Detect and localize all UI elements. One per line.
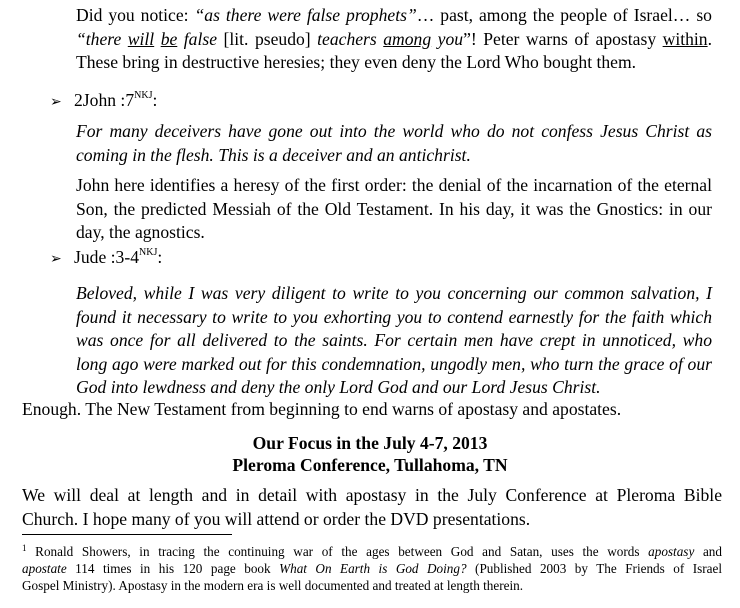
- italic-term: apostasy: [648, 544, 695, 559]
- footnote: [22, 543, 722, 594]
- text-line: John here identifies a heresy of the first order: the denial of the incarnation of the eternal: [76, 175, 712, 195]
- text-run: ”! Peter warns of apostasy: [463, 28, 663, 49]
- bullet-2john: [50, 89, 157, 114]
- quote-text: “there: [76, 28, 128, 49]
- text-run: 114 times in his 120 page book: [66, 561, 280, 576]
- text-run: :: [157, 247, 163, 267]
- text-line: Son, the predicted Messiah of the Old Testament. In his day, it was the Gnostics: in our: [76, 198, 712, 219]
- text-run: and: [694, 544, 722, 559]
- quote-line: was once for all delivered to the saints. For certain men have crept in unnoticed, who: [76, 330, 712, 350]
- paragraph-enough: [22, 398, 722, 422]
- footnote-divider: [22, 534, 232, 535]
- underlined-text: within: [662, 28, 708, 49]
- quote-text: teachers: [317, 28, 384, 49]
- paragraph-john-heresy: [76, 174, 712, 245]
- text-line: We will deal at length and in detail with apostasy in the July Conference at Pleroma Bible: [22, 485, 722, 505]
- text-run: :: [152, 90, 158, 110]
- paragraph-false-teachers: [76, 4, 712, 75]
- heading-line: Our Focus in the July 4-7, 2013: [252, 433, 488, 453]
- paragraph-conference: [22, 484, 722, 531]
- text-line: These bring in destructive heresies; they even deny the Lord Who bought them.: [76, 52, 637, 72]
- text-line: day, the agnostics.: [76, 222, 205, 242]
- quote-line: found it necessary to write to you exhorting you to contend earnestly for the faith which: [76, 306, 712, 327]
- quote-line: Beloved, while I was very diligent to write to you concerning our common salvation, I: [76, 283, 712, 303]
- translation-superscript: NKJ: [134, 90, 153, 101]
- text-run: [lit. pseudo]: [217, 28, 318, 49]
- quote-text: “as there were false prophets”: [194, 5, 417, 25]
- quote-line: coming in the flesh. This is a deceiver and an antichrist.: [76, 144, 471, 165]
- footnote-line: [22, 560, 722, 577]
- text-line: [76, 4, 712, 28]
- text-run: .: [707, 28, 712, 49]
- text-run: Ronald Showers, in tracing the continuing war of the ages between God and Satan, uses the words: [26, 544, 649, 559]
- text-run: Did you notice:: [76, 5, 195, 25]
- italic-term: apostate: [22, 561, 67, 576]
- quote-line: For many deceivers have gone out into the world who do not confess Jesus Christ as: [76, 121, 712, 141]
- underlined-text: be: [160, 28, 178, 49]
- footnote-marker: 1: [22, 543, 27, 553]
- heading-line: Pleroma Conference, Tullahoma, TN: [232, 455, 508, 475]
- quote-text: you: [431, 28, 464, 49]
- quote-jude: [76, 282, 712, 400]
- scripture-reference: Jude :3-4: [74, 247, 139, 267]
- translation-superscript: NKJ: [139, 247, 158, 258]
- text-run: (Published 2003 by The Friends of Israel: [466, 561, 723, 576]
- bullet-jude: [50, 246, 162, 271]
- arrow-bullet-icon: ➢: [50, 94, 62, 110]
- quote-line: God into lewdness and deny the only Lord God and our Lord Jesus Christ.: [76, 377, 601, 397]
- conference-heading: [0, 432, 740, 476]
- scripture-reference: 2John :7: [74, 90, 135, 110]
- book-title: What On Earth is God Doing?: [279, 561, 467, 576]
- arrow-bullet-icon: ➢: [50, 251, 62, 267]
- text-line: Church. I hope many of you will attend or order the DVD presentations.: [22, 508, 531, 529]
- quote-2john: [76, 120, 712, 167]
- footnote-line: Gospel Ministry). Apostasy in the modern era is well documented and treated at length therein.: [22, 578, 523, 593]
- text-line: Enough. The New Testament from beginning to end warns of apostasy and apostates.: [22, 399, 622, 419]
- underlined-text: among: [383, 28, 432, 49]
- quote-line: long ago were marked out for this condemnation, ungodly men, who turn the grace of our: [76, 353, 712, 374]
- quote-text: false: [177, 28, 218, 49]
- underlined-text: will: [127, 28, 155, 49]
- text-line: [76, 28, 712, 52]
- footnote-line: [22, 543, 722, 560]
- text-run: … past, among the people of Israel… so: [416, 5, 712, 25]
